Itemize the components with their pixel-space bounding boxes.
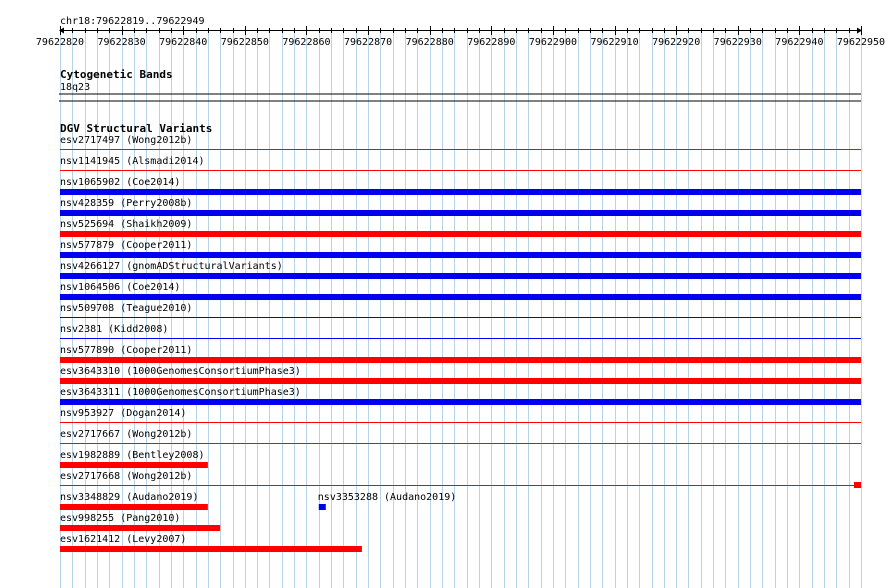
dgv-feature-label[interactable]: nsv428359 (Perry2008b) [60, 198, 193, 209]
dgv-feature-line[interactable] [60, 317, 861, 318]
dgv-feature-label[interactable]: nsv1065902 (Coe2014) [60, 177, 181, 188]
locus-label: chr18:79622819..79622949 [60, 16, 205, 27]
ruler-tick-label: 79622900 [528, 37, 578, 48]
ruler-tick-label: 79622850 [220, 37, 269, 48]
dgv-feature-label[interactable]: nsv1064506 (Coe2014) [60, 282, 181, 293]
dgv-feature-bar[interactable] [60, 273, 861, 279]
dgv-features [60, 135, 861, 552]
dgv-feature-bar[interactable] [60, 189, 861, 195]
ruler-tick-label: 79622940 [775, 37, 824, 48]
dgv-feature-block[interactable] [854, 482, 861, 488]
dgv-feature-label[interactable]: nsv509708 (Teague2010) [60, 303, 193, 314]
dgv-feature-bar[interactable] [60, 462, 208, 468]
dgv-feature-label[interactable]: esv1621412 (Levy2007) [60, 534, 187, 545]
dgv-feature-bar[interactable] [60, 231, 861, 237]
dgv-feature-bar[interactable] [60, 294, 861, 300]
dgv-feature-bar[interactable] [60, 504, 208, 510]
dgv-feature-label[interactable]: nsv4266127 (gnomADStructuralVariants) [60, 261, 283, 272]
dgv-feature-label[interactable]: esv3643311 (1000GenomesConsortiumPhase3) [60, 387, 301, 398]
dgv-feature-label[interactable]: esv2717668 (Wong2012b) [60, 471, 193, 482]
dgv-feature-bar[interactable] [60, 399, 861, 405]
dgv-feature-label[interactable]: esv2717497 (Wong2012b) [60, 135, 193, 146]
ruler-tick-label: 79622930 [713, 37, 762, 48]
dgv-feature-bar[interactable] [60, 252, 861, 258]
ruler-tick-label: 79622830 [97, 37, 146, 48]
coordinate-ruler[interactable] [36, 26, 885, 48]
ruler-tick-label: 79622910 [590, 37, 639, 48]
ruler-tick-label: 79622920 [652, 37, 701, 48]
dgv-feature-line[interactable] [60, 149, 861, 150]
dgv-feature-label[interactable]: nsv525694 (Shaikh2009) [60, 219, 193, 230]
dgv-feature-bar[interactable] [60, 525, 220, 531]
ruler-tick-label: 79622890 [467, 37, 516, 48]
ruler-tick-label: 79622870 [343, 37, 393, 48]
dgv-feature-label[interactable]: nsv577879 (Cooper2011) [60, 240, 193, 251]
dgv-feature-line[interactable] [60, 485, 861, 486]
dgv-feature-line[interactable] [60, 170, 861, 171]
dgv-feature-label[interactable]: esv2717667 (Wong2012b) [60, 429, 193, 440]
ruler-tick-label: 79622950 [836, 37, 886, 48]
dgv-feature-line[interactable] [60, 338, 861, 339]
ruler-left-arrow-icon [59, 28, 64, 34]
dgv-feature-bar[interactable] [60, 546, 362, 552]
dgv-feature-label[interactable]: nsv577890 (Cooper2011) [60, 345, 193, 356]
dgv-feature-label[interactable]: nsv3353288 (Audano2019) [317, 492, 457, 503]
dgv-feature-line[interactable] [60, 422, 861, 423]
ruler-tick-label: 79622840 [159, 37, 208, 48]
dgv-feature-bar[interactable] [60, 210, 861, 216]
dgv-feature-bar[interactable] [60, 378, 861, 384]
dgv-feature-label[interactable]: nsv3348829 (Audano2019) [60, 492, 199, 503]
dgv-feature-label[interactable]: esv1982889 (Bentley2008) [60, 450, 205, 461]
cytoband-track-title: Cytogenetic Bands [60, 68, 173, 81]
dgv-feature-label[interactable]: nsv1141945 (Alsmadi2014) [60, 156, 205, 167]
ruler-tick-label: 79622860 [282, 37, 331, 48]
dgv-feature-bar[interactable] [60, 357, 861, 363]
dgv-feature-label[interactable]: esv998255 (Pang2010) [60, 513, 181, 524]
dgv-track-title: DGV Structural Variants [60, 122, 213, 135]
dgv-feature-bar[interactable] [319, 504, 326, 510]
dgv-feature-line[interactable] [60, 443, 861, 444]
dgv-feature-label[interactable]: nsv2381 (Kidd2008) [60, 324, 169, 335]
ruler-tick-label: 79622820 [35, 37, 85, 48]
dgv-feature-label[interactable]: esv3643310 (1000GenomesConsortiumPhase3) [60, 366, 301, 377]
ruler-tick-label: 79622880 [405, 37, 454, 48]
cytoband-label[interactable]: 18q23 [60, 82, 91, 93]
dgv-feature-label[interactable]: nsv953927 (Dogan2014) [60, 408, 187, 419]
